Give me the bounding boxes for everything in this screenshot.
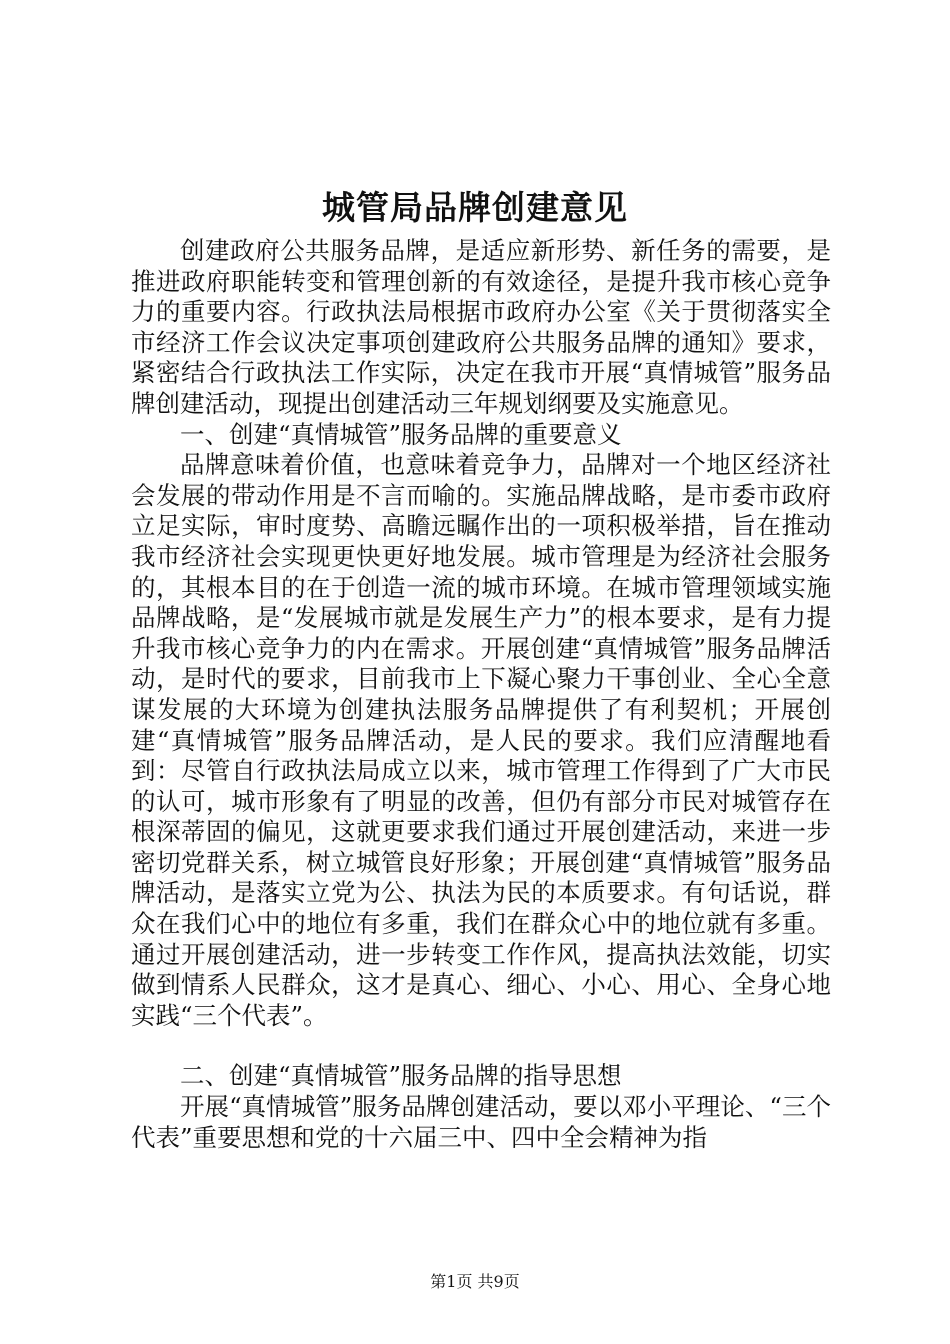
paragraph-gap — [131, 1031, 831, 1061]
section-heading-2: 二、创建“真情城管”服务品牌的指导思想 — [180, 1061, 622, 1091]
paragraph-intro: 创建政府公共服务品牌，是适应新形势、新任务的需要，是推进政府职能转变和管理创新的有效途径，是提升我市核心竞争力的重要内容。行政执法局根据市政府办公室《关于贯彻落实全市经济工作会议决定事项创建政府公共服务品牌的通知》要求，紧密结合行政执法工作实际，决定在我市开展“真情城管”服务品牌创建活动，现提出创建活动三年规划纲要及实施意见。 — [131, 236, 831, 418]
paragraph-significance: 品牌意味着价值，也意味着竞争力，品牌对一个地区经济社会发展的带动作用是不言而喻的。实施品牌战略，是市委市政府立足实际，审时度势、高瞻远瞩作出的一项积极举措，旨在推动我市经济社会实现更快更好地发展。城市管理是为经济社会服务的，其根本目的在于创造一流的城市环境。在城市管理领域实施品牌战略，是“发展城市就是发展生产力”的根本要求，是有力提升我市核心竞争力的内在需求。开展创建“真情城管”服务品牌活动，是时代的要求，目前我市上下凝心聚力干事创业、全心全意谋发展的大环境为创建执法服务品牌提供了有利契机；开展创建“真情城管”服务品牌活动，是人民的要求。我们应清醒地看到：尽管自行政执法局成立以来，城市管理工作得到了广大市民的认可，城市形象有了明显的改善，但仍有部分市民对城管存在根深蒂固的偏见，这就更要求我们通过开展创建活动，来进一步密切党群关系，树立城管良好形象；开展创建“真情城管”服务品牌活动，是落实立党为公、执法为民的本质要求。有句话说，群众在我们心中的地位有多重，我们在群众心中的地位就有多重。通过开展创建活动，进一步转变工作作风，提高执法效能，切实做到情系人民群众，这才是真心、细心、小心、用心、全身心地实践“三个代表”。 — [131, 450, 831, 1030]
page-number-footer: 第1页 共9页 — [430, 1272, 520, 1291]
document-title: 城管局品牌创建意见 — [322, 188, 628, 227]
paragraph-guiding-thought: 开展“真情城管”服务品牌创建活动，要以邓小平理论、“三个代表”重要思想和党的十六届三中、四中全会精神为指 — [131, 1092, 831, 1152]
document-body — [131, 236, 831, 1153]
section-heading-1: 一、创建“真情城管”服务品牌的重要意义 — [180, 419, 622, 449]
